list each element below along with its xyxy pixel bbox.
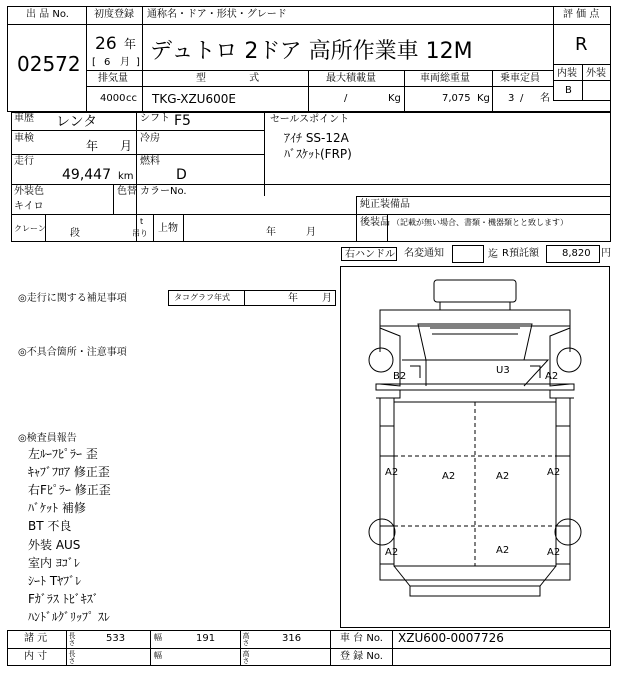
interior-grade: B: [565, 85, 572, 96]
grade-label: 評 価 点: [563, 9, 600, 20]
crane-label: クレーン: [14, 224, 46, 233]
max-load-value: /: [344, 93, 348, 104]
width-value: 191: [196, 633, 216, 644]
name-change-label: 名変通知: [404, 248, 444, 259]
interior-dims-label: 内 寸: [24, 651, 48, 662]
gross-weight-label: 車両総重量: [420, 73, 470, 84]
gross-weight-value: 7,075: [442, 93, 471, 104]
damage-mark: U3: [496, 365, 510, 376]
crane-t: t: [140, 217, 144, 226]
equipment-label: 純正装備品: [360, 199, 410, 210]
first-reg-month: 6: [104, 57, 111, 68]
inspector-item: ﾊﾝﾄﾞﾙｸﾞﾘｯﾌﾟ ｽﾚ: [28, 610, 110, 624]
mileage-unit: km: [118, 171, 134, 182]
crane-stage: 段: [70, 228, 80, 239]
interior-height-label: 高さ: [242, 650, 250, 664]
tachograph-month: 月: [322, 293, 332, 304]
name-change-date-box: [452, 245, 484, 263]
max-load-label: 最大積載量: [326, 73, 376, 84]
inspector-item: 左ﾙｰﾌﾋﾟﾗｰ 歪: [28, 447, 98, 461]
inspector-item: Fｶﾞﾗｽ ﾄﾋﾞｷｽﾞ: [28, 592, 99, 606]
inspector-title: ◎検査員報告: [18, 433, 77, 444]
chassis-value: XZU600-0007726: [398, 631, 504, 645]
crane-lift: 吊り: [132, 229, 148, 238]
body-year: 年: [266, 227, 276, 238]
color-no-label: カラーNo.: [140, 186, 187, 197]
defects-title: ◎不具合箇所・注意事項: [18, 347, 127, 358]
shift-value: F5: [174, 113, 191, 129]
first-reg-year-unit: 年: [124, 37, 137, 51]
reg-label: 登 録 No.: [340, 651, 383, 662]
mileage-label: 走行: [14, 156, 34, 167]
selling-point-2: ﾊﾞｽｹｯﾄ(FRP): [284, 147, 352, 161]
damage-mark: A2: [496, 545, 510, 556]
displacement-unit: cc: [126, 93, 137, 104]
month-bracket-open: [: [92, 57, 96, 68]
history-value: レンタ: [56, 114, 98, 130]
chassis-label: 車 台 No.: [340, 633, 383, 644]
grade-value: R: [575, 34, 588, 55]
capacity-unit: 名: [540, 93, 550, 104]
deadline-suffix: 迄: [488, 249, 498, 260]
gross-weight-unit: Kg: [477, 93, 490, 104]
type-value: TKG-XZU600E: [152, 92, 236, 106]
first-reg-year: 26: [95, 34, 117, 54]
shift-label: シフト: [140, 113, 170, 124]
inspector-item: ｼｰﾄ Tﾔﾌﾞﾚ: [28, 574, 82, 588]
truck-diagram: [340, 266, 610, 628]
first-reg-month-unit: 月: [120, 57, 130, 68]
selling-point-1: ｱｲﾁ SS-12A: [284, 131, 349, 145]
fuel-value: D: [176, 167, 187, 183]
body-month: 月: [306, 227, 316, 238]
aftermarket-note: （記載が無い場合、書類・機器類とと致します）: [392, 218, 568, 227]
capacity-label: 乗車定員: [500, 73, 540, 84]
mileage-value: 49,447: [62, 167, 111, 183]
inspection-label: 車検: [14, 133, 34, 144]
capacity-value: 3: [508, 93, 515, 104]
damage-mark: A2: [385, 547, 399, 558]
width-label: 幅: [154, 633, 162, 642]
inspector-item: ﾊﾞｹｯﾄ 補修: [28, 501, 86, 515]
interior-label: 内装: [557, 68, 577, 79]
inspection-month: 月: [120, 139, 133, 153]
tachograph-year: 年: [288, 293, 298, 304]
type-label: 型 式: [196, 73, 260, 84]
lot-no-label: 出 品 No.: [26, 9, 69, 20]
model-label: 通称名・ドア・形状・グレード: [147, 9, 287, 20]
steering-box: 右ハンドル: [341, 247, 397, 261]
first-reg-label: 初度登録: [94, 9, 134, 20]
fuel-label: 燃料: [140, 156, 160, 167]
damage-mark: A2: [496, 471, 510, 482]
ext-color-label: 外装色: [14, 186, 44, 197]
r-deposit-unit: 円: [601, 248, 611, 259]
inspection-year: 年: [86, 139, 99, 153]
lot-no: 02572: [17, 52, 81, 76]
length-value: 533: [106, 633, 126, 644]
body-label: 上物: [158, 223, 178, 234]
inspector-item: 室内 ﾖｺﾞﾚ: [28, 556, 80, 570]
length-label: 長さ: [68, 632, 76, 646]
interior-width-label: 幅: [154, 651, 162, 660]
dims-label: 諸 元: [24, 633, 48, 644]
driving-notes-title: ◎走行に関する補足事項: [18, 293, 127, 304]
ext-color-value: キイロ: [14, 201, 44, 212]
damage-mark: A2: [442, 471, 456, 482]
color-change-label: 色替: [117, 186, 137, 197]
damage-mark: A2: [547, 467, 561, 478]
aftermarket-label: 後装品: [360, 217, 390, 228]
history-label: 車歴: [14, 113, 34, 124]
month-bracket-close: ]: [136, 57, 140, 68]
tachograph-label: タコグラフ年式: [174, 293, 230, 302]
height-label: 高さ: [242, 632, 250, 646]
displacement-label: 排気量: [98, 73, 128, 84]
height-value: 316: [282, 633, 302, 644]
interior-length-label: 長さ: [68, 650, 76, 664]
r-deposit-value: 8,820: [562, 248, 591, 259]
displacement-value: 4000: [100, 93, 126, 104]
damage-mark: A2: [547, 547, 561, 558]
capacity-sep: /: [520, 93, 524, 104]
exterior-label: 外装: [586, 68, 606, 79]
r-deposit-label: R預託額: [502, 248, 539, 259]
damage-mark: A2: [545, 371, 559, 382]
inspector-item: 外装 AUS: [28, 538, 81, 552]
inspector-item: BT 不良: [28, 519, 72, 533]
inspector-item: 右Fﾋﾟﾗｰ 修正歪: [28, 483, 111, 497]
selling-points-label: セールスポイント: [270, 114, 350, 125]
damage-mark: A2: [385, 467, 399, 478]
max-load-unit: Kg: [388, 93, 401, 104]
damage-mark: B2: [393, 371, 407, 382]
inspector-item: ｷｬﾌﾞﾌﾛｱ 修正歪: [28, 465, 110, 479]
ac-label: 冷房: [140, 133, 160, 144]
car-name: デュトロ 2ドア 高所作業車 12M: [150, 39, 473, 64]
